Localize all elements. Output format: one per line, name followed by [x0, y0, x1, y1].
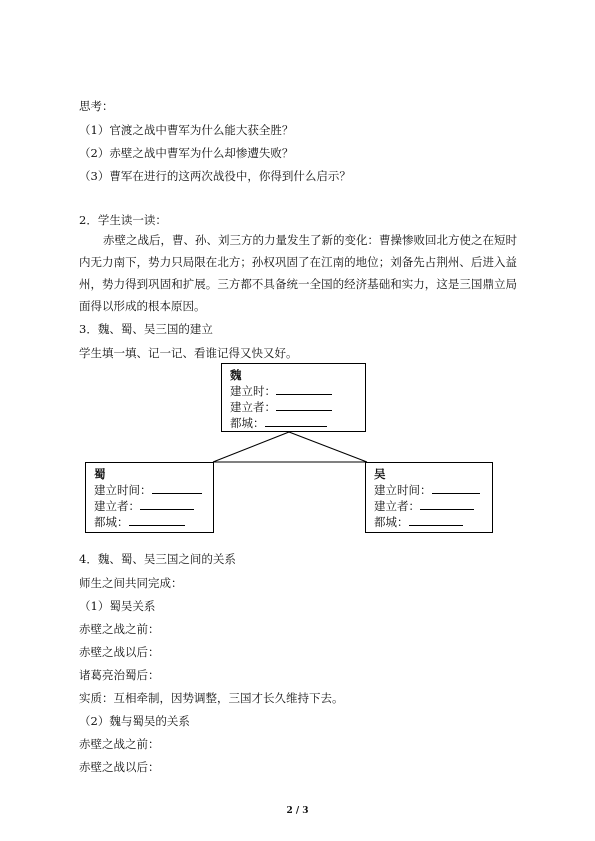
wei-founder-label: 建立者： [230, 400, 276, 414]
shu-capital-label: 都城： [94, 515, 129, 529]
think-question-1: （1）官渡之战中曹军为什么能大获全胜？ [79, 123, 294, 137]
wei-capital-row [230, 416, 357, 432]
section2-heading: 2．学生读一读： [79, 213, 167, 227]
shu-wu-after-chibi: 赤壁之战以后： [79, 645, 160, 659]
wei-box [221, 363, 366, 432]
wei-founder-row [230, 400, 357, 416]
wei-capital-label: 都城： [230, 416, 265, 430]
shu-wu-before-chibi: 赤壁之战之前： [79, 622, 160, 636]
section2-paragraph: 赤壁之战后，曹、孙、刘三方的力量发生了新的变化：曹操惨败回北方使之在短时内无力南下，势力只局限在北方；孙权巩固了在江南的地位；刘备先占荆州、后进入益州，势力得到巩固和扩展。三方都不具备统一全国的经济基础和实力，这是三国鼎立局面得以形成的根本原因。 [79, 233, 517, 313]
shu-founded-row [94, 483, 205, 499]
wei-shuwu-after-chibi: 赤壁之战以后： [79, 760, 160, 774]
wu-founded-blank [432, 483, 480, 494]
section4-heading: 4．魏、蜀、吴三国之间的关系 [79, 552, 236, 566]
wei-founder-blank [276, 400, 332, 411]
relation-essence: 实质：互相牵制，因势调整，三国才长久维持下去。 [79, 691, 344, 705]
wei-shuwu-relation-heading: （2）魏与蜀吴的关系 [79, 714, 190, 728]
shu-capital-row [94, 515, 205, 531]
shu-capital-blank [129, 515, 185, 526]
section4-intro: 师生之间共同完成： [79, 576, 183, 590]
think-title: 思考： [79, 99, 114, 113]
wu-capital-label: 都城： [374, 515, 409, 529]
wu-capital-row [374, 515, 484, 531]
wei-title: 魏 [230, 368, 242, 382]
wei-founded-label: 建立时： [230, 384, 276, 398]
shu-founder-label: 建立者： [94, 499, 140, 513]
wu-title: 吴 [374, 467, 386, 481]
think-question-2: （2）赤壁之战中曹军为什么却惨遭失败？ [79, 146, 294, 160]
think-question-3: （3）曹军在进行的这两次战役中，你得到什么启示？ [79, 169, 351, 183]
shu-box [85, 462, 214, 533]
section3-instruction: 学生填一填、记一记、看谁记得又快又好。 [79, 346, 298, 360]
wu-founder-label: 建立者： [374, 499, 420, 513]
shu-founded-blank [152, 483, 202, 494]
shu-wu-after-zhuge: 诸葛亮治蜀后： [79, 668, 160, 682]
wu-founder-row [374, 499, 484, 515]
wei-founded-blank [276, 384, 332, 395]
wu-founded-row [374, 483, 484, 499]
section3-heading: 3．魏、蜀、吴三国的建立 [79, 322, 213, 336]
wei-capital-blank [265, 416, 327, 427]
page-number: 2 / 3 [286, 806, 309, 816]
shu-founder-row [94, 499, 205, 515]
wei-shuwu-before-chibi: 赤壁之战之前： [79, 737, 160, 751]
wei-founded-row [230, 384, 357, 400]
shu-founder-blank [140, 499, 194, 510]
shu-founded-label: 建立时间： [94, 483, 152, 497]
wu-founded-label: 建立时间： [374, 483, 432, 497]
wu-founder-blank [420, 499, 474, 510]
shu-wu-relation-heading: （1）蜀吴关系 [79, 599, 156, 613]
wu-capital-blank [409, 515, 463, 526]
shu-title: 蜀 [94, 467, 106, 481]
wu-box [365, 462, 493, 533]
